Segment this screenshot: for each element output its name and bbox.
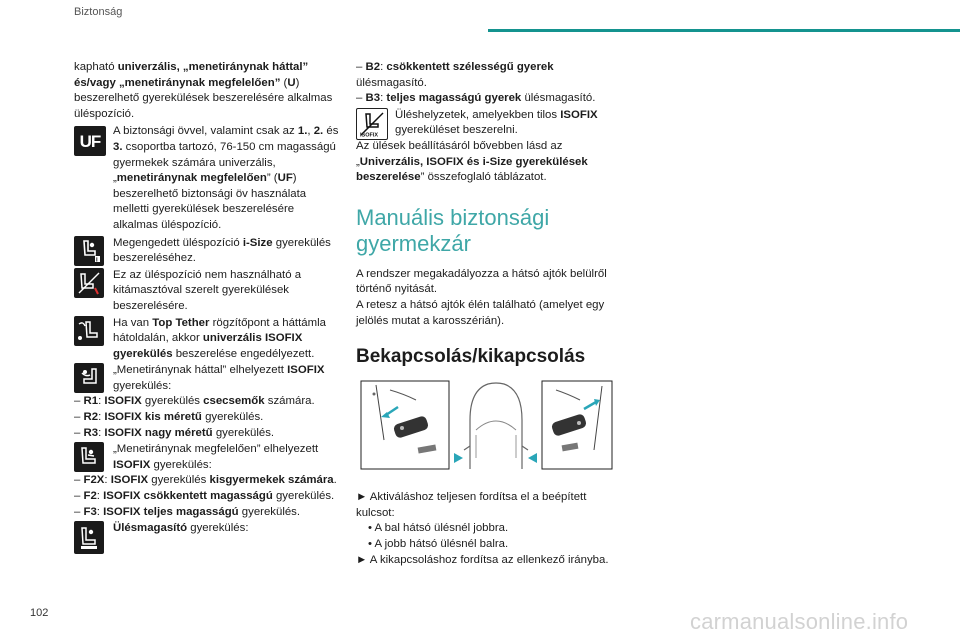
list-item: – R2: ISOFIX kis méretű gyerekülés.: [74, 411, 264, 424]
deactivate-paragraph: ► A kikapcsoláshoz fordítsa az ellenkező irányba.: [356, 553, 609, 566]
right-column: [356, 60, 620, 568]
subsection-heading: Bekapcsolás/kikapcsolás: [356, 346, 586, 368]
summary-paragraph: Az ülések beállításáról bővebben lásd az „Univerzális, ISOFIX és i-Size gyerekülések beszerelése” összefoglaló táblázatot.: [356, 139, 588, 184]
nolegs-row: [74, 268, 342, 315]
intro-paragraph: kapható univerzális, „menetiránynak háttal” és/vagy „menetiránynak megfelelően” (U) beszerelhető gyerekülések beszerelésére alkalmas üléspozíció.: [74, 61, 333, 120]
left-column: [74, 60, 342, 551]
list-item: – R1: ISOFIX gyerekülés csecsemők számára.: [74, 395, 315, 408]
rearward-text: „Menetiránynak háttal” elhelyezett ISOFIX gyerekülés:: [113, 364, 325, 392]
list-item: – R3: ISOFIX nagy méretű gyerekülés.: [74, 426, 275, 439]
forward-seat-icon: [74, 442, 104, 472]
isize-row: [74, 236, 342, 267]
child-lock-illustration: [356, 380, 618, 472]
list-item: – F2X: ISOFIX gyerekülés kisgyermekek számára.: [74, 474, 337, 487]
list-item: – F3: ISOFIX teljes magasságú gyerekülés.: [74, 505, 301, 518]
isize-seat-icon: [74, 236, 104, 266]
rearward-row: [74, 363, 342, 394]
svg-text:ISOFIX: ISOFIX: [360, 132, 379, 138]
forward-text: „Menetiránynak megfelelően” elhelyezett ISOFIX gyerekülés:: [113, 443, 319, 471]
nolegs-text: Ez az üléspozíció nem használható a kitámasztóval szerelt gyerekülések beszerelésére.: [113, 268, 302, 312]
rearward-list: [74, 394, 342, 441]
booster-text: Ülésmagasító gyerekülés:: [113, 522, 249, 535]
list-item: – F2: ISOFIX csökkentett magasságú gyerekülés.: [74, 490, 335, 503]
section-heading: Manuális biztonsági gyermekzár: [356, 204, 550, 256]
forward-row: [74, 442, 342, 473]
noisofix-text: Üléshelyzetek, amelyekben tilos ISOFIX gyereküléset beszerelni.: [395, 108, 598, 137]
isize-text: Megengedett üléspozíció i-Size gyerekülés beszereléséhez.: [113, 236, 331, 265]
activate-bullet: • A jobb hátsó ülésnél balra.: [368, 537, 509, 550]
watermark-text: carmanualsonline.info: [690, 609, 909, 634]
car-top-view: [464, 383, 528, 469]
booster-seat-icon: [74, 521, 104, 554]
list-item: – B3: teljes magasságú gyerek ülésmagasító.: [356, 92, 596, 105]
uf-icon: UF: [74, 126, 106, 156]
section-paragraph-1: A rendszer megakadályozza a hátsó ajtók belülről történő nyitását.: [356, 267, 607, 296]
noisofix-row: [356, 108, 620, 139]
activate-bullet: • A bal hátsó ülésnél jobbra.: [368, 522, 509, 535]
booster-row: [74, 521, 342, 551]
list-item: – B2: csökkentett szélességű gyerek ülésmagasító.: [356, 61, 554, 89]
rearward-seat-icon: [74, 363, 104, 393]
no-support-leg-icon: [74, 268, 104, 298]
forward-list: [74, 473, 342, 520]
right-door-inset: [542, 381, 612, 469]
activate-paragraph: ► Aktiváláshoz teljesen fordítsa el a beépített kulcsot:: [356, 491, 587, 519]
page-number: 102: [30, 607, 49, 619]
toptether-row: [74, 316, 342, 363]
no-isofix-icon: [356, 108, 388, 140]
svg-text:i: i: [96, 257, 98, 264]
top-tether-icon: [74, 316, 104, 346]
section-paragraph-2: A retesz a hátsó ajtók élén található (amelyet egy jelölés mutat a karosszérián).: [356, 298, 605, 327]
uf-text: A biztonsági övvel, valamint csak az 1., 2. és 3. csoportba tartozó, 76-150 cm magasságú gyermekek számára univerzális, „menetiránynak megfelelően” (UF) beszerelhető biztonsági öv használata melletti gyerekülések beszerelésére alkalmas üléspozíció.: [113, 125, 339, 231]
section-header-title: Biztonság: [74, 6, 123, 18]
left-door-inset: [361, 381, 449, 469]
header-accent-bar: [488, 29, 960, 32]
booster-list: [356, 60, 620, 107]
toptether-text: Ha van Top Tether rögzítőpont a háttámla hátoldalán, akkor univerzális ISOFIX gyerekülés beszerelése engedélyezett.: [113, 316, 326, 360]
uf-row: [74, 124, 342, 233]
